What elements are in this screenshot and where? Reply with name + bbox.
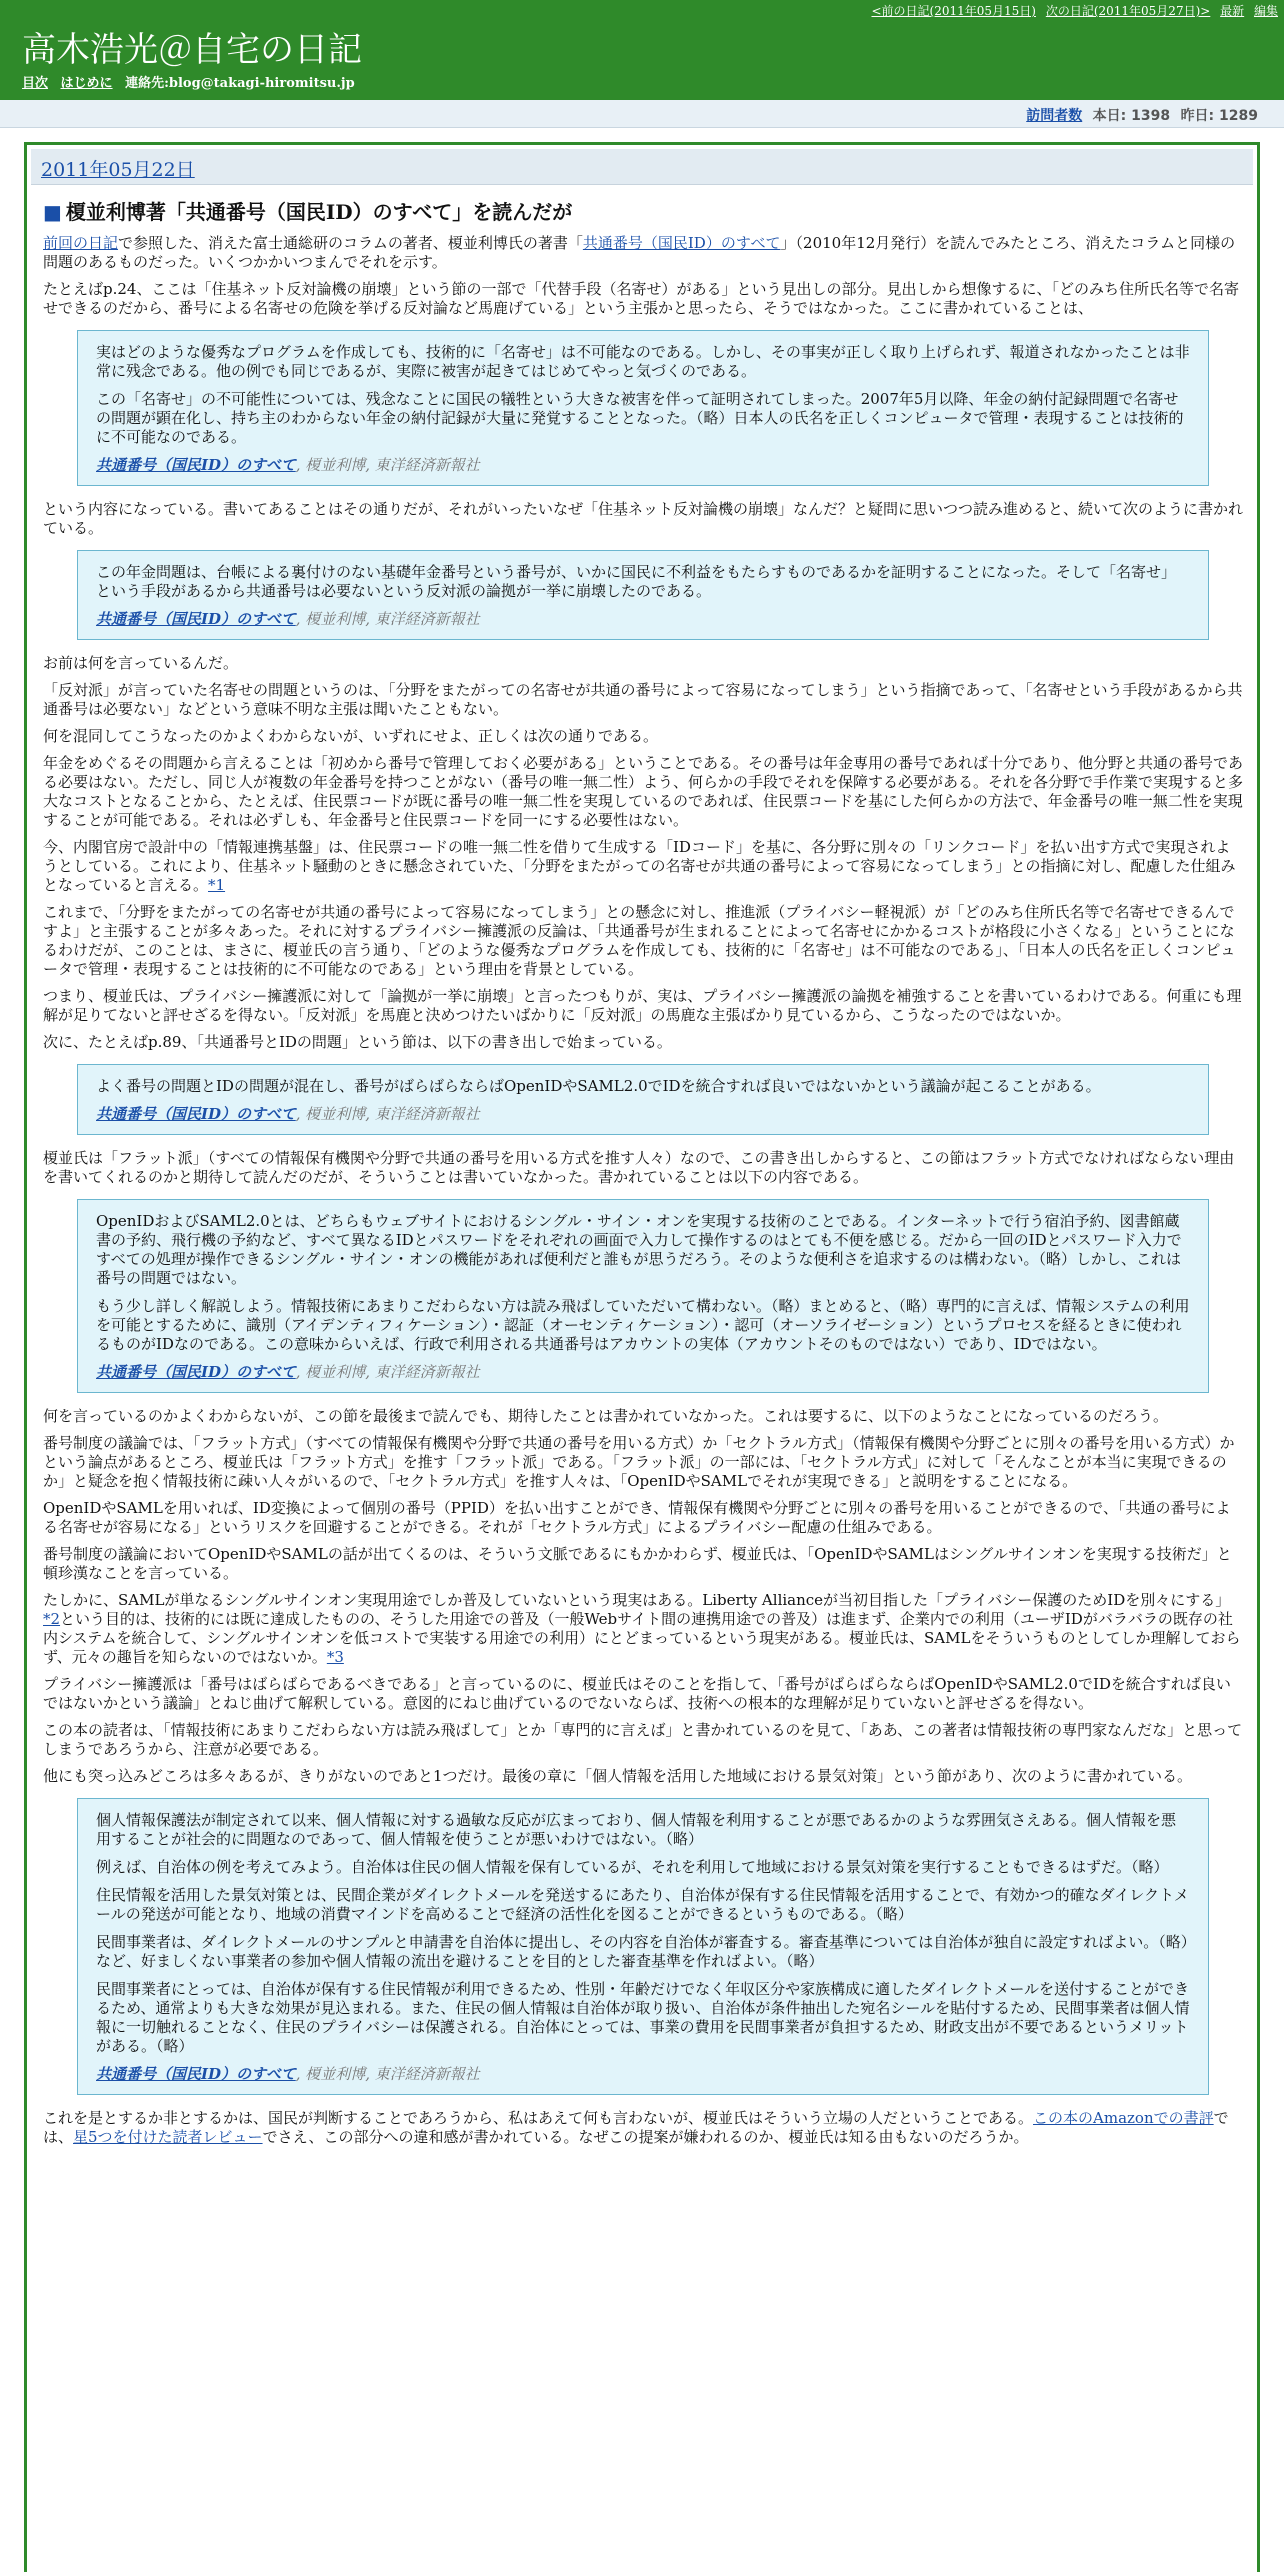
edit-link[interactable]: 編集 [1253,4,1278,18]
blockquote [77,1798,1209,2095]
section-anchor-icon[interactable]: ■ [43,200,62,224]
prev-diary-link[interactable]: <前の日記(2011年05月15日) [871,4,1036,18]
footnote-link-1[interactable]: *1 [208,876,226,894]
citation-book-link[interactable]: 共通番号（国民ID）のすべて [96,1105,296,1123]
paragraph: お前は何を言っているんだ。 [43,654,239,672]
contents-link[interactable]: 目次 [22,76,49,91]
blockquote [77,1199,1209,1393]
quote-text: よく番号の問題とIDの問題が混在し、番号がばらばらならばOpenIDやSAML2.0でIDを統合すれば良いではないかという議論が起こることがある。 [96,1077,1101,1095]
entry-title [43,200,1243,224]
paragraph: これまで、「分野をまたがっての名寄せが共通の番号によって容易になってしまう」との懸念に対し、推進派（プライバシー軽視派）が「どのみち住所氏名等で名寄せできるんですよ」と主張することが多々あった。それに対するプライバシー擁護派の反論は、「共通番号が生まれることによって名寄せにかかるコストが格段に小さくなる」ということになるわけだが、このことは、まさに、榎並氏の言う通り、「どのような優秀なプログラムを作成しても、技術的に「名寄せ」は不可能なのである」、「日本人の氏名を正しくコンピュータで管理・表現することは技術的に不可能なのである」という理由を背景としている。 [43,903,1236,978]
entry-date-link[interactable]: 2011年05月22日 [41,159,195,181]
quote-text: もう少し詳しく解説しよう。情報技術にあまりこだわらない方は読み飛ばしていただいて構わない。（略）まとめると、（略）専門的に言えば、情報システムの利用を可能とするために、識別（アイデンティフィケーション）・認証（オーセンティケーション）・認可（オーソライゼーション）というプロセスを経るときに使われるものがIDなのである。この意味からいえば、行政で利用される共通番号はアカウントの実体（アカウントそのものではない）であり、IDではない。 [96,1297,1190,1353]
quote-citation: 共通番号（国民ID）のすべて, 榎並利博, 東洋経済新報社 [96,2065,480,2083]
entry-title-text: 榎並利博著「共通番号（国民ID）のすべて」を読んだが [65,200,573,224]
latest-link[interactable]: 最新 [1220,4,1245,18]
quote-citation: 共通番号（国民ID）のすべて, 榎並利博, 東洋経済新報社 [96,456,480,474]
quote-text: 個人情報保護法が制定されて以来、個人情報に対する過敏な反応が広まっており、個人情報を利用することが悪であるかのような雰囲気さえある。個人情報を悪用することが社会的に問題なのであって、個人情報を使うことが悪いわけではない。（略） [96,1811,1177,1848]
sub-navigation [22,72,355,91]
intro-link[interactable]: はじめに [60,76,113,91]
amazon-review-link[interactable]: この本のAmazonでの書評 [1033,2109,1214,2127]
blockquote [77,550,1209,640]
paragraph: 他にも突っ込みどころは多々あるが、きりがないのであと1つだけ。最後の章に「個人情報を活用した地域における景気対策」という節があり、次のように書かれている。 [43,1767,1192,1785]
quote-text: この「名寄せ」の不可能性については、残念なことに国民の犠牲という大きな被害を伴って証明されてしまった。2007年5月以降、年金の納付記録問題で名寄せの問題が顕在化し、持ち主のわからない年金の納付記録が大量に発覚することとなった。（略）日本人の氏名を正しくコンピュータで管理・表現することは技術的に不可能なのである。 [96,390,1184,446]
paragraph: 「反対派」が言っていた名寄せの問題というのは、「分野をまたがっての名寄せが共通の番号によって容易になってしまう」という指摘であって、「名寄せという手段があるから共通番号は必要ない」などという意味不明な主張は聞いたこともない。 [43,681,1243,718]
paragraph: 何を言っているのかよくわからないが、この節を最後まで読んでも、期待したことは書かれていなかった。これは要するに、以下のようなことになっているのだろう。 [43,1407,1169,1425]
footnote-link-2[interactable]: *2 [43,1610,61,1628]
paragraph: つまり、榎並氏は、プライバシー擁護派に対して「論拠が一挙に崩壊」と言ったつもりが、実は、プライバシー擁護派の論拠を補強することを書いているわけである。何重にも理解が足りてないと評せざるを得ない。「反対派」を馬鹿と決めつけたいばかりに「反対派」の馬鹿な主張ばかり見ているから、こうなったのではないか。 [43,987,1242,1024]
paragraph: 番号制度の議論においてOpenIDやSAMLの話が出てくるのは、そういう文脈であるにもかかわらず、榎並氏は、「OpenIDやSAMLはシングルサインオンを実現する技術だ」と頓珍漢なことを言っている。 [43,1545,1232,1582]
citation-book-link[interactable]: 共通番号（国民ID）のすべて [96,610,296,628]
date-bar [31,149,1253,185]
quote-citation: 共通番号（国民ID）のすべて, 榎並利博, 東洋経済新報社 [96,1363,480,1381]
quote-text: 例えば、自治体の例を考えてみよう。自治体は住民の個人情報を保有しているが、それを利用して地域における景気対策を実行することもできるはずだ。（略） [96,1858,1169,1876]
yesterday-count: 昨日: 1289 [1180,108,1258,124]
site-title[interactable]: 高木浩光＠自宅の日記 [22,30,362,70]
citation-book-link[interactable]: 共通番号（国民ID）のすべて [96,2065,296,2083]
paragraph: 番号制度の議論では、「フラット方式」（すべての情報保有機関や分野で共通の番号を用いる方式）か「セクトラル方式」（情報保有機関や分野ごとに別々の番号を用いる方式）かという論点があるところ、榎並氏は「フラット方式」を推す「フラット派」である。「フラット派」の一部には、「セクトラル方式」に対して「そんなことが本当に実現できるのか」と疑念を抱く情報技術に疎い人々がいるので、「セクトラル方式」を推す人々は、「OpenIDやSAMLでそれが実現できる」と説明をすることになる。 [43,1434,1235,1490]
quote-citation: 共通番号（国民ID）のすべて, 榎並利博, 東洋経済新報社 [96,1105,480,1123]
visitor-count-link[interactable]: 訪問者数 [1026,108,1083,124]
book-link[interactable]: 共通番号（国民ID）のすべて [582,234,781,252]
site-header [0,0,1284,100]
quote-text: この年金問題は、台帳による裏付けのない基礎年金番号という番号が、いかに国民に不利益をもたらすものであるかを証明することになった。そして「名寄せ」という手段があるから共通番号は必要ないという反対派の論拠が一挙に崩壊したのである。 [96,563,1177,600]
next-diary-link[interactable]: 次の日記(2011年05月27日)> [1045,4,1211,18]
paragraph: 今、内閣官房で設計中の「情報連携基盤」は、住民票コードの唯一無二性を借りて生成する「IDコード」を基に、各分野に別々の「リンクコード」を払い出す方式で実現されようとしている。これにより、住基ネット騒動のときに懸念されていた、「分野をまたがっての名寄せが共通の番号によって容易になってしまう」との指摘に対し、配慮した仕組みとなっていると言える。*1 [43,838,1236,894]
paragraph: という内容になっている。書いてあることはその通りだが、それがいったいなぜ「住基ネット反対論機の崩壊」なんだ？と疑問に思いつつ読み進めると、続いて次のように書かれている。 [43,500,1244,537]
paragraph: 前回の日記で参照した、消えた富士通総研のコラムの著者、榎並利博氏の著書「共通番号（国民ID）のすべて」（2010年12月発行）を読んでみたところ、消えたコラムと同様の問題のあるものだった。いくつかかいつまんでそれを示す。 [43,234,1236,271]
entry-body [27,200,1257,2147]
contact-text: 連絡先:blog@takagi-hiromitsu.jp [125,76,355,91]
paragraph: この本の読者は、「情報技術にあまりこだわらない方は読み飛ばして」とか「専門的に言えば」と書かれているのを見て、「ああ、この著者は情報技術の専門家なんだな」と思ってしまうであろうから、注意が必要である。 [43,1721,1243,1758]
paragraph: 何を混同してこうなったのかよくわからないが、いずれにせよ、正しくは次の通りである。 [43,727,659,745]
quote-text: 住民情報を活用した景気対策とは、民間企業がダイレクトメールを発送するにあたり、自治体が保有する住民情報を活用することで、有効かつ的確なダイレクトメールの発送が可能となり、地域の消費マインドを高めることで経済の活性化を図ることができるというものである。（略） [96,1886,1189,1923]
quote-text: 民間事業者にとっては、自治体が保有する住民情報が利用できるため、性別・年齢だけでなく年収区分や家族構成に適したダイレクトメールを送付することができるため、通常よりも大きな効果が見込まれる。また、住民の個人情報は自治体が取り扱い、自治体が条件抽出した宛名シールを貼付するため、民間事業者は個人情報に一切触れることなく、住民のプライバシーは保護される。自治体にとっては、事業の費用を民間事業者が負担するため、財政支出が不要であるというメリットがある。（略） [96,1980,1190,2055]
quote-text: OpenIDおよびSAML2.0とは、どちらもウェブサイトにおけるシングル・サイン・オンを実現する技術のことである。インターネットで行う宿泊予約、図書館蔵書の予約、飛行機の予約など、すべて異なるIDとパスワードをそれぞれの画面で入力して操作するのはとても不便を感じる。だから一回のIDとパスワード入力ですべての処理が操作できるシングル・サイン・オンの機能があれば便利だと誰もが思うだろう。そのような便利さを追求するのは構わない。（略）しかし、これは番号の問題ではない。 [96,1212,1182,1287]
paragraph: プライバシー擁護派は「番号はばらばらであるべきである」と言っているのに、榎並氏はそのことを指して、「番号がばらばらならばOpenIDやSAML2.0でIDを統合すれば良いではないかという議論」とねじ曲げて解釈している。意図的にねじ曲げているのでないならば、技術への根本的な理解が足りていないと評せざるを得ない。 [43,1675,1231,1712]
top-navigation [865,2,1278,19]
citation-book-link[interactable]: 共通番号（国民ID）のすべて [96,1363,296,1381]
paragraph: 年金をめぐるその問題から言えることは「初めから番号で管理しておく必要がある」ということである。その番号は年金専用の番号であれば十分であり、他分野と共通の番号である必要はない。ただし、同じ人が複数の年金番号を持つことがない（番号の唯一無二性）よう、何らかの手段でそれを保障する必要がある。それを各分野で手作業で実現すると多大なコストとなることから、たとえば、住民票コードが既に番号の唯一無二性を実現しているのであれば、住民票コードを基にした何らかの方法で、年金番号の唯一無二性を実現することが可能である。それは必ずしも、年金番号と住民票コードを同一にする必要性はない。 [43,754,1244,829]
visitor-counter [0,100,1284,128]
quote-text: 実はどのような優秀なプログラムを作成しても、技術的に「名寄せ」は不可能なのである。しかし、その事実が正しく取り上げられず、報道されなかったことは非常に残念である。他の例でも同じであるが、実際に被害が起きてはじめてやっと気づくのである。 [96,343,1190,380]
five-star-review-link[interactable]: 星5つを付けた読者レビュー [73,2128,263,2146]
paragraph: 次に、たとえばp.89、「共通番号とIDの問題」という節は、以下の書き出しで始まっている。 [43,1033,672,1051]
quote-text: 民間事業者は、ダイレクトメールのサンプルと申請書を自治体に提出し、その内容を自治体が審査する。審査基準については自治体が独自に設定すればよい。（略）など、好ましくない事業者の参加や個人情報の流出を避けることを目的とした審査基準を作ればよい。（略） [96,1933,1189,1970]
paragraph: たしかに、SAMLが単なるシングルサインオン実現用途でしか普及していないという現実はある。Liberty Allianceが当初目指した「プライバシー保護のためIDを別々にする」*2という目的は、技術的には既に達成したものの、そうした用途での普及（一般Webサイト間の連携用途での普及）は進まず、企業内での利用（ユーザIDがバラバラの既存の社内システムを統合して、シングルサインオンを低コストで実装する用途での利用）にとどまっているという現実がある。榎並氏は、SAMLをそういうものとしてしか理解しておらず、元々の趣旨を知らないのではないか。*3 [43,1591,1241,1666]
diary-entry-frame [24,142,1260,2572]
blockquote [77,1064,1209,1135]
today-count: 本日: 1398 [1092,108,1171,124]
paragraph: 榎並氏は「フラット派」（すべての情報保有機関や分野で共通の番号を用いる方式を推す人々）なので、この書き出しからすると、この節はフラット方式でなければならない理由を書いてくれるのかと期待して読んだのだが、そういうことは書いていなかった。書かれていることは以下の内容である。 [43,1149,1235,1186]
paragraph: たとえばp.24、ここは「住基ネット反対論機の崩壊」という節の一部で「代替手段（名寄せ）がある」という見出しの部分。見出しから想像するに、「どのみち住所氏名等で名寄せできるのだから、番号による名寄せの危険を挙げる反対論など馬鹿げている」という主張かと思ったら、そうではなかった。ここに書かれていることは、 [43,280,1239,317]
quote-citation: 共通番号（国民ID）のすべて, 榎並利博, 東洋経済新報社 [96,610,480,628]
paragraph: これを是とするか非とするかは、国民が判断することであろうから、私はあえて何も言わないが、榎並氏はそういう立場の人だということである。この本のAmazonでの書評では、星5つを付けた読者レビューでさえ、この部分への違和感が書かれている。なぜこの提案が嫌われるのか、榎並氏は知る由もないのだろうか。 [43,2109,1229,2146]
citation-book-link[interactable]: 共通番号（国民ID）のすべて [96,456,296,474]
paragraph: OpenIDやSAMLを用いれば、ID変換によって個別の番号（PPID）を払い出すことができ、情報保有機関や分野ごとに別々の番号を用いることができるので、「共通の番号による名寄せが容易になる」というリスクを回避することができる。それが「セクトラル方式」によるプライバシー配慮の仕組みである。 [43,1499,1231,1536]
footnote-link-3[interactable]: *3 [326,1648,344,1666]
previous-diary-link[interactable]: 前回の日記 [43,234,119,252]
blockquote [77,330,1209,486]
